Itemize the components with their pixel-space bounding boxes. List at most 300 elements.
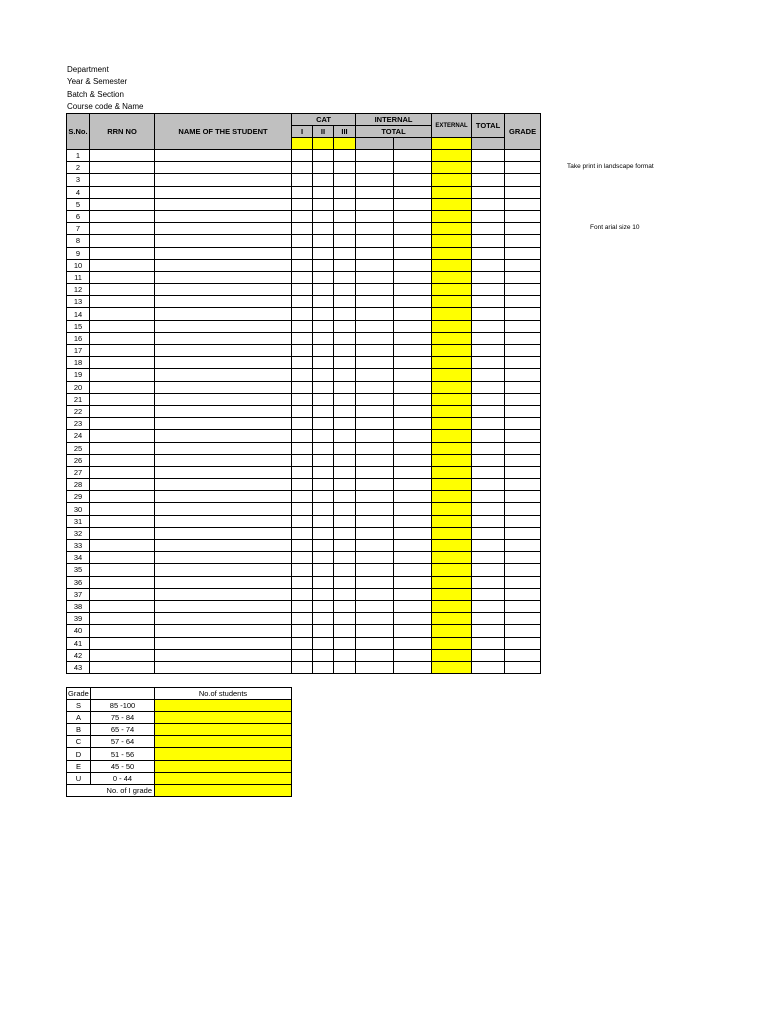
grade-cell[interactable] xyxy=(505,405,541,417)
cat-2-cell[interactable] xyxy=(313,223,334,235)
name-cell[interactable] xyxy=(155,369,292,381)
cat-3-cell[interactable] xyxy=(334,418,356,430)
external-cell[interactable] xyxy=(432,150,472,162)
grade-cell[interactable] xyxy=(505,308,541,320)
total-cell[interactable] xyxy=(472,296,505,308)
cat-3-cell[interactable] xyxy=(334,357,356,369)
internal-total-cell-b[interactable] xyxy=(394,332,432,344)
internal-total-cell-a[interactable] xyxy=(356,369,394,381)
cat-2-cell[interactable] xyxy=(313,150,334,162)
cat-2-cell[interactable] xyxy=(313,357,334,369)
cat-3-cell[interactable] xyxy=(334,345,356,357)
total-cell[interactable] xyxy=(472,661,505,673)
external-cell[interactable] xyxy=(432,162,472,174)
rrn-cell[interactable] xyxy=(90,576,155,588)
external-cell[interactable] xyxy=(432,576,472,588)
internal-total-cell-a[interactable] xyxy=(356,381,394,393)
cat-2-cell[interactable] xyxy=(313,186,334,198)
internal-total-cell-b[interactable] xyxy=(394,491,432,503)
rrn-cell[interactable] xyxy=(90,442,155,454)
cat-2-cell[interactable] xyxy=(313,259,334,271)
internal-total-cell-a[interactable] xyxy=(356,405,394,417)
internal-total-cell-a[interactable] xyxy=(356,515,394,527)
external-cell[interactable] xyxy=(432,418,472,430)
cat-3-cell[interactable] xyxy=(334,210,356,222)
rrn-cell[interactable] xyxy=(90,430,155,442)
total-cell[interactable] xyxy=(472,210,505,222)
cat-1-cell[interactable] xyxy=(292,454,313,466)
grade-cell[interactable] xyxy=(505,540,541,552)
name-cell[interactable] xyxy=(155,625,292,637)
internal-total-cell-a[interactable] xyxy=(356,600,394,612)
cat-3-cell[interactable] xyxy=(334,540,356,552)
name-cell[interactable] xyxy=(155,405,292,417)
cat-2-cell[interactable] xyxy=(313,637,334,649)
grade-cell[interactable] xyxy=(505,661,541,673)
name-cell[interactable] xyxy=(155,491,292,503)
total-cell[interactable] xyxy=(472,162,505,174)
cat-2-cell[interactable] xyxy=(313,247,334,259)
cat-2-cell[interactable] xyxy=(313,308,334,320)
name-cell[interactable] xyxy=(155,284,292,296)
grade-cell[interactable] xyxy=(505,198,541,210)
total-cell[interactable] xyxy=(472,588,505,600)
internal-total-cell-a[interactable] xyxy=(356,174,394,186)
cat-2-cell[interactable] xyxy=(313,235,334,247)
internal-total-cell-a[interactable] xyxy=(356,418,394,430)
cat-2-cell[interactable] xyxy=(313,442,334,454)
total-cell[interactable] xyxy=(472,527,505,539)
name-cell[interactable] xyxy=(155,637,292,649)
name-cell[interactable] xyxy=(155,540,292,552)
cat-3-max-cell[interactable] xyxy=(334,138,356,150)
cat-1-cell[interactable] xyxy=(292,271,313,283)
cat-2-cell[interactable] xyxy=(313,393,334,405)
internal-total-cell-a[interactable] xyxy=(356,308,394,320)
grade-cell[interactable] xyxy=(505,442,541,454)
internal-total-cell-b[interactable] xyxy=(394,527,432,539)
total-cell[interactable] xyxy=(472,600,505,612)
rrn-cell[interactable] xyxy=(90,259,155,271)
internal-total-cell-b[interactable] xyxy=(394,308,432,320)
name-cell[interactable] xyxy=(155,515,292,527)
internal-total-cell-b[interactable] xyxy=(394,430,432,442)
rrn-cell[interactable] xyxy=(90,369,155,381)
rrn-cell[interactable] xyxy=(90,162,155,174)
cat-2-cell[interactable] xyxy=(313,345,334,357)
rrn-cell[interactable] xyxy=(90,210,155,222)
total-cell[interactable] xyxy=(472,308,505,320)
internal-total-cell-b[interactable] xyxy=(394,637,432,649)
cat-2-cell[interactable] xyxy=(313,418,334,430)
internal-total-cell-b[interactable] xyxy=(394,357,432,369)
cat-3-cell[interactable] xyxy=(334,661,356,673)
grade-cell[interactable] xyxy=(505,174,541,186)
cat-3-cell[interactable] xyxy=(334,442,356,454)
internal-total-cell-a[interactable] xyxy=(356,235,394,247)
cat-2-cell[interactable] xyxy=(313,369,334,381)
external-cell[interactable] xyxy=(432,357,472,369)
name-cell[interactable] xyxy=(155,247,292,259)
cat-2-cell[interactable] xyxy=(313,210,334,222)
internal-total-cell-a[interactable] xyxy=(356,247,394,259)
total-cell[interactable] xyxy=(472,430,505,442)
rrn-cell[interactable] xyxy=(90,296,155,308)
cat-1-cell[interactable] xyxy=(292,259,313,271)
cat-2-cell[interactable] xyxy=(313,625,334,637)
name-cell[interactable] xyxy=(155,320,292,332)
cat-1-cell[interactable] xyxy=(292,162,313,174)
cat-1-cell[interactable] xyxy=(292,466,313,478)
cat-3-cell[interactable] xyxy=(334,198,356,210)
cat-2-cell[interactable] xyxy=(313,381,334,393)
grade-cell[interactable] xyxy=(505,381,541,393)
internal-total-cell-a[interactable] xyxy=(356,150,394,162)
external-cell[interactable] xyxy=(432,332,472,344)
external-cell[interactable] xyxy=(432,600,472,612)
name-cell[interactable] xyxy=(155,223,292,235)
total-cell[interactable] xyxy=(472,649,505,661)
rrn-cell[interactable] xyxy=(90,527,155,539)
internal-total-cell-a[interactable] xyxy=(356,393,394,405)
name-cell[interactable] xyxy=(155,271,292,283)
internal-total-cell-a[interactable] xyxy=(356,296,394,308)
cat-2-cell[interactable] xyxy=(313,198,334,210)
internal-total-cell-a[interactable] xyxy=(356,345,394,357)
cat-1-cell[interactable] xyxy=(292,223,313,235)
cat-1-cell[interactable] xyxy=(292,150,313,162)
rrn-cell[interactable] xyxy=(90,345,155,357)
grade-cell[interactable] xyxy=(505,235,541,247)
internal-total-cell-b[interactable] xyxy=(394,613,432,625)
rrn-cell[interactable] xyxy=(90,625,155,637)
total-cell[interactable] xyxy=(472,515,505,527)
internal-total-cell-a[interactable] xyxy=(356,637,394,649)
name-cell[interactable] xyxy=(155,150,292,162)
cat-3-cell[interactable] xyxy=(334,174,356,186)
external-cell[interactable] xyxy=(432,308,472,320)
name-cell[interactable] xyxy=(155,357,292,369)
cat-1-cell[interactable] xyxy=(292,479,313,491)
cat-3-cell[interactable] xyxy=(334,259,356,271)
internal-total-cell-a[interactable] xyxy=(356,564,394,576)
name-cell[interactable] xyxy=(155,479,292,491)
grade-cell[interactable] xyxy=(505,466,541,478)
cat-2-cell[interactable] xyxy=(313,613,334,625)
external-cell[interactable] xyxy=(432,491,472,503)
external-cell[interactable] xyxy=(432,393,472,405)
cat-2-cell[interactable] xyxy=(313,503,334,515)
name-cell[interactable] xyxy=(155,564,292,576)
internal-total-cell-a[interactable] xyxy=(356,491,394,503)
cat-3-cell[interactable] xyxy=(334,369,356,381)
external-cell[interactable] xyxy=(432,430,472,442)
internal-total-cell-a[interactable] xyxy=(356,479,394,491)
cat-1-cell[interactable] xyxy=(292,235,313,247)
cat-3-cell[interactable] xyxy=(334,503,356,515)
name-cell[interactable] xyxy=(155,527,292,539)
rrn-cell[interactable] xyxy=(90,198,155,210)
total-cell[interactable] xyxy=(472,393,505,405)
internal-total-cell-a[interactable] xyxy=(356,661,394,673)
internal-total-cell-a[interactable] xyxy=(356,198,394,210)
cat-2-cell[interactable] xyxy=(313,552,334,564)
internal-total-cell-b[interactable] xyxy=(394,515,432,527)
grade-cell[interactable] xyxy=(505,320,541,332)
total-cell[interactable] xyxy=(472,637,505,649)
name-cell[interactable] xyxy=(155,381,292,393)
grade-cell[interactable] xyxy=(505,613,541,625)
cat-3-cell[interactable] xyxy=(334,308,356,320)
cat-2-cell[interactable] xyxy=(313,162,334,174)
rrn-cell[interactable] xyxy=(90,381,155,393)
name-cell[interactable] xyxy=(155,430,292,442)
cat-1-cell[interactable] xyxy=(292,600,313,612)
grade-cell[interactable] xyxy=(505,271,541,283)
cat-3-cell[interactable] xyxy=(334,637,356,649)
external-max-cell[interactable] xyxy=(432,138,472,150)
external-cell[interactable] xyxy=(432,503,472,515)
cat-3-cell[interactable] xyxy=(334,430,356,442)
internal-total-cell-a[interactable] xyxy=(356,527,394,539)
total-cell[interactable] xyxy=(472,491,505,503)
cat-2-cell[interactable] xyxy=(313,576,334,588)
cat-1-cell[interactable] xyxy=(292,430,313,442)
grade-cell[interactable] xyxy=(505,223,541,235)
external-cell[interactable] xyxy=(432,479,472,491)
internal-total-cell-a[interactable] xyxy=(356,588,394,600)
internal-total-cell-b[interactable] xyxy=(394,271,432,283)
cat-1-cell[interactable] xyxy=(292,186,313,198)
name-cell[interactable] xyxy=(155,174,292,186)
cat-3-cell[interactable] xyxy=(334,162,356,174)
external-cell[interactable] xyxy=(432,527,472,539)
cat-3-cell[interactable] xyxy=(334,186,356,198)
total-cell[interactable] xyxy=(472,552,505,564)
summary-count-cell[interactable] xyxy=(155,772,292,784)
rrn-cell[interactable] xyxy=(90,223,155,235)
cat-1-cell[interactable] xyxy=(292,418,313,430)
cat-1-cell[interactable] xyxy=(292,345,313,357)
external-cell[interactable] xyxy=(432,649,472,661)
internal-total-cell-b[interactable] xyxy=(394,442,432,454)
cat-1-cell[interactable] xyxy=(292,515,313,527)
cat-2-cell[interactable] xyxy=(313,284,334,296)
cat-1-cell[interactable] xyxy=(292,527,313,539)
external-cell[interactable] xyxy=(432,381,472,393)
rrn-cell[interactable] xyxy=(90,661,155,673)
cat-2-cell[interactable] xyxy=(313,540,334,552)
total-cell[interactable] xyxy=(472,357,505,369)
cat-1-cell[interactable] xyxy=(292,552,313,564)
name-cell[interactable] xyxy=(155,345,292,357)
grade-cell[interactable] xyxy=(505,259,541,271)
rrn-cell[interactable] xyxy=(90,405,155,417)
internal-total-cell-b[interactable] xyxy=(394,540,432,552)
total-cell[interactable] xyxy=(472,284,505,296)
cat-3-cell[interactable] xyxy=(334,600,356,612)
internal-total-cell-b[interactable] xyxy=(394,284,432,296)
internal-total-cell-b[interactable] xyxy=(394,296,432,308)
total-cell[interactable] xyxy=(472,247,505,259)
name-cell[interactable] xyxy=(155,466,292,478)
name-cell[interactable] xyxy=(155,308,292,320)
internal-total-cell-b[interactable] xyxy=(394,661,432,673)
rrn-cell[interactable] xyxy=(90,320,155,332)
cat-1-cell[interactable] xyxy=(292,588,313,600)
internal-total-cell-b[interactable] xyxy=(394,588,432,600)
cat-3-cell[interactable] xyxy=(334,479,356,491)
internal-total-cell-a[interactable] xyxy=(356,210,394,222)
rrn-cell[interactable] xyxy=(90,466,155,478)
cat-1-cell[interactable] xyxy=(292,491,313,503)
total-cell[interactable] xyxy=(472,564,505,576)
cat-1-cell[interactable] xyxy=(292,503,313,515)
grade-cell[interactable] xyxy=(505,454,541,466)
internal-total-cell-a[interactable] xyxy=(356,186,394,198)
cat-2-cell[interactable] xyxy=(313,479,334,491)
cat-2-cell[interactable] xyxy=(313,271,334,283)
grade-cell[interactable] xyxy=(505,588,541,600)
summary-count-cell[interactable] xyxy=(155,760,292,772)
external-cell[interactable] xyxy=(432,552,472,564)
rrn-cell[interactable] xyxy=(90,479,155,491)
external-cell[interactable] xyxy=(432,588,472,600)
rrn-cell[interactable] xyxy=(90,515,155,527)
internal-total-cell-b[interactable] xyxy=(394,479,432,491)
grade-cell[interactable] xyxy=(505,430,541,442)
rrn-cell[interactable] xyxy=(90,649,155,661)
total-cell[interactable] xyxy=(472,369,505,381)
cat-1-cell[interactable] xyxy=(292,625,313,637)
internal-total-cell-b[interactable] xyxy=(394,649,432,661)
name-cell[interactable] xyxy=(155,576,292,588)
internal-total-cell-a[interactable] xyxy=(356,503,394,515)
rrn-cell[interactable] xyxy=(90,540,155,552)
cat-3-cell[interactable] xyxy=(334,576,356,588)
internal-total-cell-a[interactable] xyxy=(356,332,394,344)
cat-1-cell[interactable] xyxy=(292,296,313,308)
internal-total-cell-b[interactable] xyxy=(394,369,432,381)
cat-2-cell[interactable] xyxy=(313,491,334,503)
cat-2-cell[interactable] xyxy=(313,405,334,417)
internal-total-cell-b[interactable] xyxy=(394,345,432,357)
rrn-cell[interactable] xyxy=(90,613,155,625)
cat-2-cell[interactable] xyxy=(313,320,334,332)
internal-total-cell-a[interactable] xyxy=(356,430,394,442)
external-cell[interactable] xyxy=(432,369,472,381)
grade-cell[interactable] xyxy=(505,515,541,527)
cat-1-cell[interactable] xyxy=(292,369,313,381)
total-cell[interactable] xyxy=(472,186,505,198)
rrn-cell[interactable] xyxy=(90,503,155,515)
external-cell[interactable] xyxy=(432,198,472,210)
cat-3-cell[interactable] xyxy=(334,284,356,296)
summary-count-cell[interactable] xyxy=(155,748,292,760)
cat-2-cell[interactable] xyxy=(313,296,334,308)
grade-cell[interactable] xyxy=(505,150,541,162)
internal-total-cell-b[interactable] xyxy=(394,466,432,478)
internal-total-cell-b[interactable] xyxy=(394,503,432,515)
external-cell[interactable] xyxy=(432,540,472,552)
cat-2-cell[interactable] xyxy=(313,600,334,612)
grade-cell[interactable] xyxy=(505,332,541,344)
rrn-cell[interactable] xyxy=(90,271,155,283)
cat-3-cell[interactable] xyxy=(334,625,356,637)
internal-total-cell-a[interactable] xyxy=(356,357,394,369)
external-cell[interactable] xyxy=(432,345,472,357)
cat-1-cell[interactable] xyxy=(292,247,313,259)
rrn-cell[interactable] xyxy=(90,552,155,564)
grade-cell[interactable] xyxy=(505,564,541,576)
external-cell[interactable] xyxy=(432,613,472,625)
cat-3-cell[interactable] xyxy=(334,588,356,600)
total-cell[interactable] xyxy=(472,540,505,552)
external-cell[interactable] xyxy=(432,174,472,186)
cat-3-cell[interactable] xyxy=(334,247,356,259)
name-cell[interactable] xyxy=(155,418,292,430)
internal-total-cell-b[interactable] xyxy=(394,552,432,564)
internal-total-cell-a[interactable] xyxy=(356,466,394,478)
internal-total-cell-b[interactable] xyxy=(394,320,432,332)
cat-1-cell[interactable] xyxy=(292,393,313,405)
total-cell[interactable] xyxy=(472,613,505,625)
total-cell[interactable] xyxy=(472,271,505,283)
total-cell[interactable] xyxy=(472,405,505,417)
total-cell[interactable] xyxy=(472,235,505,247)
internal-total-cell-b[interactable] xyxy=(394,150,432,162)
cat-3-cell[interactable] xyxy=(334,466,356,478)
name-cell[interactable] xyxy=(155,210,292,222)
grade-cell[interactable] xyxy=(505,503,541,515)
external-cell[interactable] xyxy=(432,625,472,637)
internal-total-cell-b[interactable] xyxy=(394,600,432,612)
grade-cell[interactable] xyxy=(505,162,541,174)
internal-total-cell-b[interactable] xyxy=(394,235,432,247)
external-cell[interactable] xyxy=(432,247,472,259)
cat-2-cell[interactable] xyxy=(313,564,334,576)
total-cell[interactable] xyxy=(472,576,505,588)
total-cell[interactable] xyxy=(472,198,505,210)
total-cell[interactable] xyxy=(472,223,505,235)
rrn-cell[interactable] xyxy=(90,150,155,162)
cat-3-cell[interactable] xyxy=(334,613,356,625)
cat-3-cell[interactable] xyxy=(334,527,356,539)
rrn-cell[interactable] xyxy=(90,332,155,344)
internal-total-cell-b[interactable] xyxy=(394,247,432,259)
external-cell[interactable] xyxy=(432,235,472,247)
cat-1-cell[interactable] xyxy=(292,576,313,588)
cat-1-cell[interactable] xyxy=(292,405,313,417)
internal-total-cell-a[interactable] xyxy=(356,223,394,235)
rrn-cell[interactable] xyxy=(90,235,155,247)
name-cell[interactable] xyxy=(155,186,292,198)
cat-3-cell[interactable] xyxy=(334,332,356,344)
cat-2-cell[interactable] xyxy=(313,466,334,478)
name-cell[interactable] xyxy=(155,198,292,210)
grade-cell[interactable] xyxy=(505,357,541,369)
external-cell[interactable] xyxy=(432,661,472,673)
cat-3-cell[interactable] xyxy=(334,564,356,576)
cat-3-cell[interactable] xyxy=(334,552,356,564)
cat-1-cell[interactable] xyxy=(292,661,313,673)
internal-total-cell-b[interactable] xyxy=(394,625,432,637)
cat-1-cell[interactable] xyxy=(292,442,313,454)
cat-2-cell[interactable] xyxy=(313,661,334,673)
grade-cell[interactable] xyxy=(505,247,541,259)
external-cell[interactable] xyxy=(432,637,472,649)
cat-3-cell[interactable] xyxy=(334,381,356,393)
